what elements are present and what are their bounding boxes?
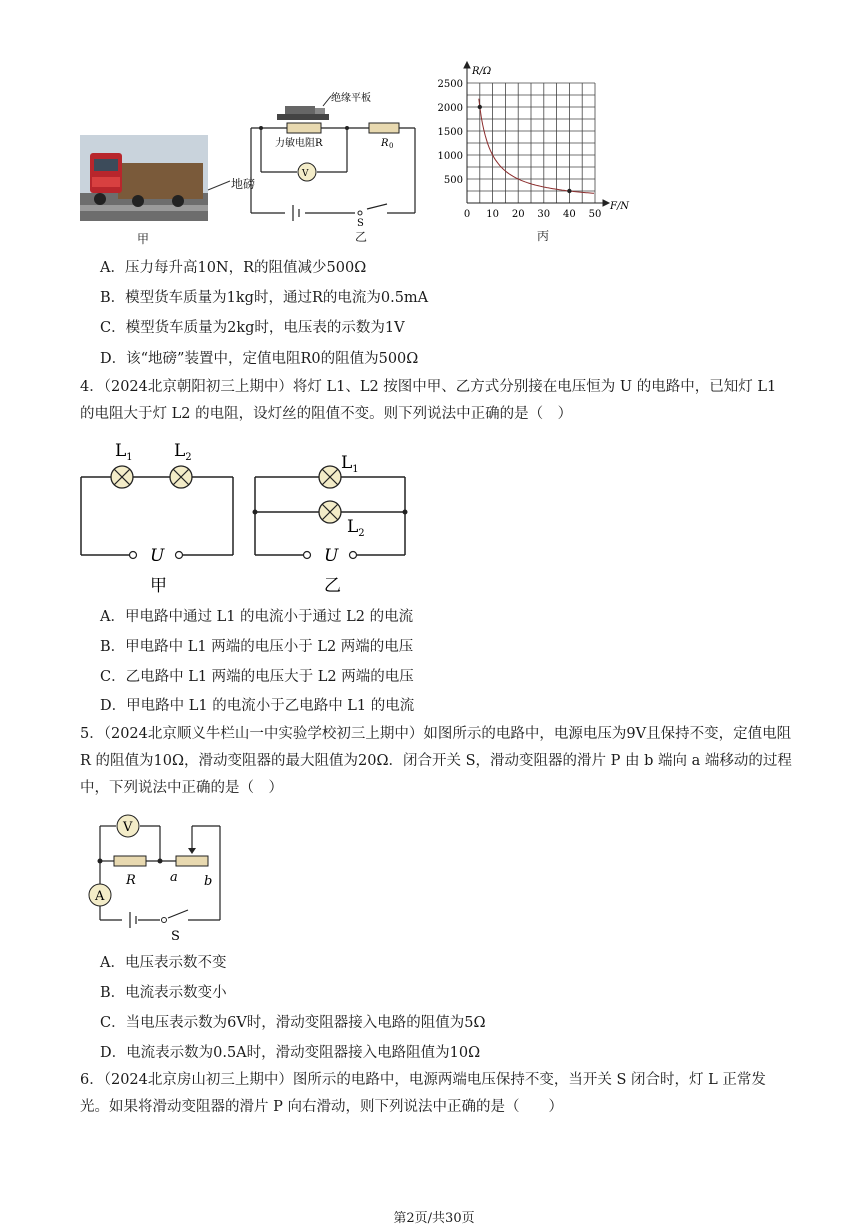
- q3-option-c: C．模型货车质量为2kg时，电压表的示数为1V: [100, 320, 405, 336]
- q5-b-label: b: [204, 874, 213, 889]
- chart-axes: [464, 62, 609, 206]
- q4-stem: 4．（2024北京朝阳初三上期中）将灯 L1、L2 按图中甲、乙方式分别接在电压恒为 U 的电路中，已知灯 L1 的电阻大于灯 L2 的电阻，设灯丝的阻值不变。则下列说法中正确的是（ ）: [80, 379, 777, 422]
- page-footer: 第2页/共30页: [393, 1211, 475, 1226]
- dibang-label: 地磅: [231, 177, 256, 191]
- chart-xlabel: F/N: [610, 201, 630, 212]
- q5-ammeter-symbol: A: [95, 889, 105, 904]
- y-tick-label: 1000: [437, 151, 463, 162]
- chart-ylabel: R/Ω: [472, 66, 492, 77]
- svg-text:L1: $L_1$: [115, 441, 133, 463]
- q4-circuits: [75, 434, 420, 609]
- chart-point: [567, 189, 571, 193]
- y-tick-label: 500: [443, 175, 463, 186]
- q5-r-label: R: [126, 873, 136, 888]
- x-tick-label: 30: [537, 209, 551, 220]
- fig-caption-yi: 乙: [355, 230, 368, 244]
- q5-option-d: D．电流表示数为0.5A时，滑动变阻器接入电路阻值为10Ω: [100, 1045, 481, 1061]
- insulating-plate-label: 绝缘平板: [331, 93, 371, 104]
- q5-circuit: [80, 808, 240, 943]
- q5-option-c: C．当电压表示数为6V时，滑动变阻器接入电路的阻值为5Ω: [100, 1015, 486, 1031]
- x-tick-label: 40: [563, 209, 576, 220]
- q4-option-a: A．甲电路中通过 L1 的电流小于通过 L2 的电流: [100, 609, 414, 625]
- resistance-force-chart: [430, 60, 650, 225]
- fig-caption-bing: 丙: [537, 229, 550, 243]
- truck-photo: [78, 133, 248, 245]
- q4-u-yi: U: [324, 546, 339, 566]
- switch-label: S: [357, 218, 364, 229]
- voltmeter-symbol: V: [302, 169, 309, 179]
- y-tick-label: 2500: [437, 79, 463, 90]
- chart-point: [478, 105, 482, 109]
- force-resistor-label: 力敏电阻R: [275, 138, 323, 149]
- q5-a-label: a: [170, 870, 178, 885]
- x-tick-label: 20: [511, 209, 525, 220]
- q4-fig-yi: 乙: [324, 576, 341, 596]
- svg-text:L1: $L_1$: [341, 453, 359, 475]
- q4-option-b: B．甲电路中 L1 两端的电压小于 L2 两端的电压: [100, 639, 414, 655]
- q4-fig-jia: 甲: [150, 576, 167, 596]
- q4-option-c: C．乙电路中 L1 两端的电压大于 L2 两端的电压: [100, 669, 414, 685]
- y-tick-label: 2000: [437, 103, 463, 114]
- q5-option-b: B．电流表示数变小: [100, 985, 227, 1001]
- y-tick-label: 1500: [437, 127, 463, 138]
- svg-text:L2: $L_2$: [174, 441, 192, 463]
- chart-grid: [467, 83, 595, 203]
- svg-text:L2: $L_2$: [347, 517, 365, 539]
- q3-option-b: B．模型货车质量为1kg时，通过R的电流为0.5mA: [100, 290, 429, 306]
- x-tick-label: 50: [588, 209, 602, 220]
- q5-stem: 5．（2024北京顺义牛栏山一中实验学校初三上期中）如图所示的电路中，电源电压为9V且保持不变，定值电阻 R 的阻值为10Ω，滑动变阻器的最大阻值为20Ω．闭合开关 S，滑动变阻器的滑片 P 由 b 端向 a 端移动的过程中，下列说法中正确的是（ ）: [80, 726, 792, 796]
- q3-option-a: A．压力每升高10N，R的阻值减少500Ω: [100, 260, 367, 276]
- q5-voltmeter-symbol: V: [123, 820, 133, 835]
- q4-u-jia: U: [150, 546, 165, 566]
- q4-option-d: D．甲电路中 L1 的电流小于乙电路中 L1 的电流: [100, 698, 415, 714]
- x-tick-label: 10: [486, 209, 499, 220]
- q6-stem: 6．（2024北京房山初三上期中）图所示的电路中，电源两端电压保持不变，当开关 S 闭合时，灯 L 正常发光。如果将滑动变阻器的滑片 P 向右滑动，则下列说法中正确的是（ ）: [80, 1072, 766, 1115]
- q5-option-a: A．电压表示数不变: [100, 955, 227, 971]
- r0-sub: 0: [389, 142, 394, 150]
- q3-option-d: D．该“地磅”装置中，定值电阻R0的阻值为500Ω: [100, 351, 419, 367]
- q5-s-label: S: [171, 929, 180, 943]
- r0-label: R: [381, 138, 389, 149]
- force-sensor-circuit: [245, 86, 430, 231]
- x-tick-label: 0: [463, 209, 471, 220]
- fig-caption-jia: 甲: [137, 232, 150, 246]
